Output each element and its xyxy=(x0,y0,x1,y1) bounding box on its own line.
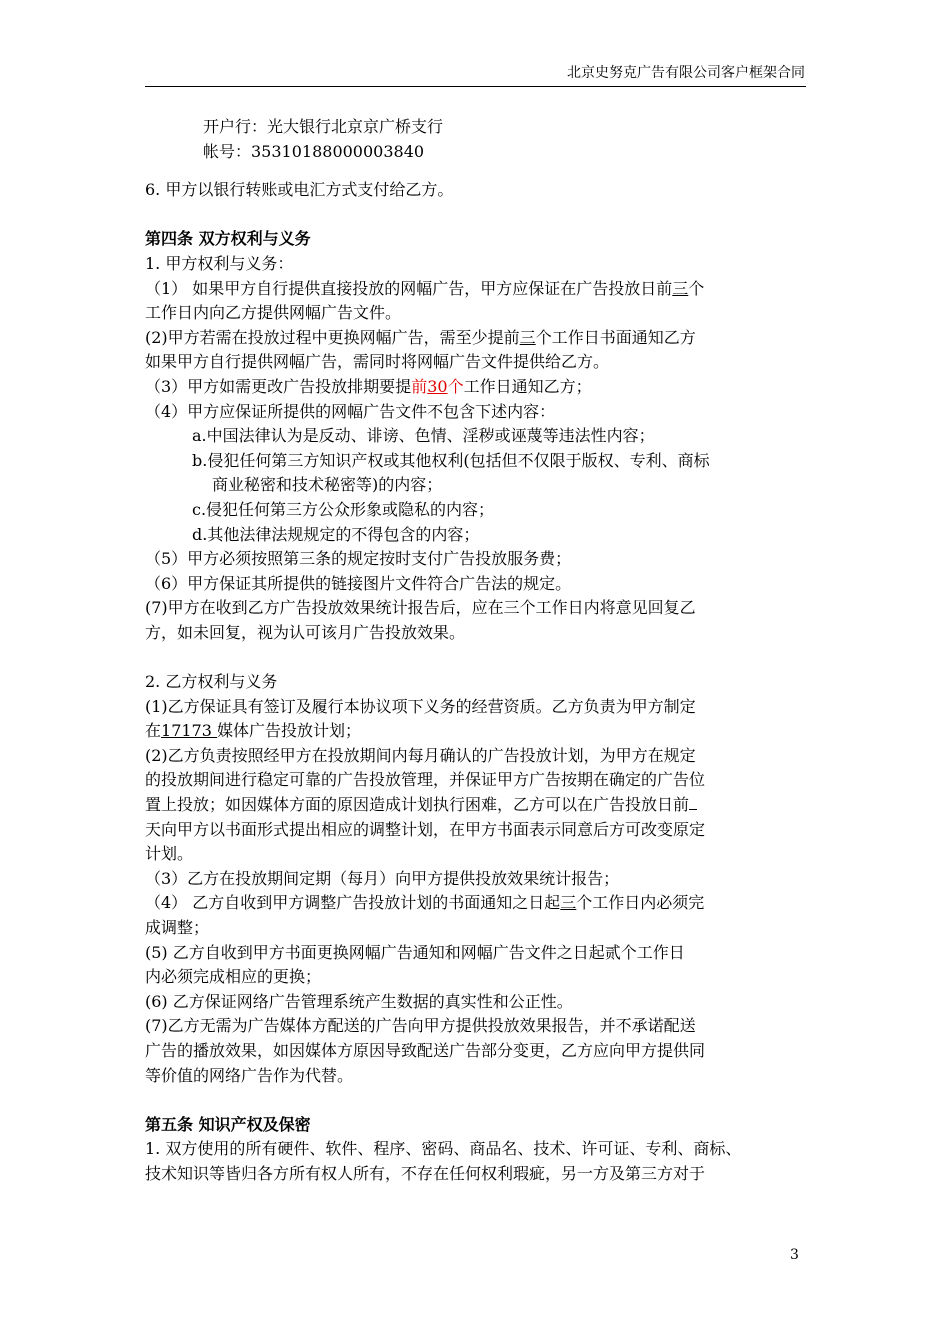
clause-a4-b: b.侵犯任何第三方知识产权或其他权利(包括但不仅限于版权、专利、商标 xyxy=(192,450,710,470)
clause-a7-line2: 方，如未回复，视为认可该月广告投放效果。 xyxy=(145,622,466,642)
clause-a3-red-days: 30 xyxy=(427,376,448,396)
clause-b4-tail: 个工作日内必须完 xyxy=(576,893,705,913)
bank-account: 帐号：35310188000003840 xyxy=(203,141,425,161)
party-b-heading: 2. 乙方权利与义务 xyxy=(145,672,278,692)
clause-a2-underlined: 三 xyxy=(519,327,536,347)
clause-a3-tail: 工作日通知乙方； xyxy=(463,376,592,396)
blank-underline xyxy=(689,795,697,810)
clause-a1-underlined: 三 xyxy=(672,278,689,298)
party-a-heading: 1. 甲方权利与义务： xyxy=(145,253,294,273)
clause-b5: (5) 乙方自收到甲方书面更换网幅广告通知和网幅广告文件之日起贰个工作日 xyxy=(145,942,685,962)
clause-a2-tail: 个工作日书面通知乙方 xyxy=(535,327,696,347)
clause-a3 xyxy=(145,375,810,400)
clause-b1-underlined: 17173 xyxy=(161,721,217,741)
article5-p1-line2: 技术知识等皆归各方所有权人所有，不存在任何权利瑕疵，另一方及第三方对于 xyxy=(145,1163,706,1183)
spacer xyxy=(145,203,810,228)
clause-b2-line5: 计划。 xyxy=(145,844,194,864)
clause-b7-line2: 广告的播放效果，如因媒体方原因导致配送广告部分变更，乙方应向甲方提供同 xyxy=(145,1040,706,1060)
article5-p1: 1. 双方使用的所有硬件、软件、程序、密码、商品名、技术、许可证、专利、商标、 xyxy=(145,1139,742,1159)
clause-a6: （6）甲方保证其所提供的链接图片文件符合广告法的规定。 xyxy=(145,573,572,593)
header-rule xyxy=(145,86,806,87)
clause-b1-line2 xyxy=(145,719,810,744)
clause-a5: （5）甲方必须按照第三条的规定按时支付广告投放服务费； xyxy=(145,549,572,569)
clause-b7: (7)乙方无需为广告媒体方配送的广告向甲方提供投放效果报告，并不承诺配送 xyxy=(145,1016,696,1036)
page-number: 3 xyxy=(790,1247,799,1263)
spacer xyxy=(145,645,810,670)
bank-branch: 开户行：光大银行北京京广桥支行 xyxy=(203,117,444,136)
clause-a4-a: a.中国法律认为是反动、诽谤、色情、淫秽或诬蔑等违法性内容； xyxy=(192,426,655,446)
clause-b4 xyxy=(145,891,810,916)
spacer xyxy=(145,1088,810,1113)
clause-b6: (6) 乙方保证网络广告管理系统产生数据的真实性和公正性。 xyxy=(145,991,573,1011)
clause-b2: (2)乙方负责按照经甲方在投放期间内每月确认的广告投放计划，为甲方在规定 xyxy=(145,745,696,765)
clause-a1-text: （1） 如果甲方自行提供直接投放的网幅广告，甲方应保证在广告投放日前 xyxy=(145,278,673,298)
clause-b5-line2: 内必须完成相应的更换； xyxy=(145,967,322,987)
clause-a4-d: d.其他法律法规规定的不得包含的内容； xyxy=(192,524,480,544)
clause-b2-line4: 天向甲方以书面形式提出相应的调整计划，在甲方书面表示同意后方可改变原定 xyxy=(145,819,706,839)
page-header: 北京史努克广告有限公司客户框架合同 xyxy=(567,65,805,81)
clause-b2-line3-text: 置上投放；如因媒体方面的原因造成计划执行困难，乙方可以在广告投放日前 xyxy=(145,795,690,815)
clause-a7: (7)甲方在收到乙方广告投放效果统计报告后，应在三个工作日内将意见回复乙 xyxy=(145,598,696,618)
document-body xyxy=(145,115,810,1187)
clause-b1-text: 在 xyxy=(145,721,162,741)
clause-b2-line2: 的投放期间进行稳定可靠的广告投放管理，并保证甲方广告按期在确定的广告位 xyxy=(145,770,706,790)
clause-b4-underlined: 三 xyxy=(560,893,577,913)
payment-item: 6. 甲方以银行转账或电汇方式支付给乙方。 xyxy=(145,180,454,200)
clause-a4: （4）甲方应保证所提供的网幅广告文件不包含下述内容： xyxy=(145,401,556,421)
clause-a1 xyxy=(145,277,810,302)
clause-a1-line2: 工作日内向乙方提供网幅广告文件。 xyxy=(145,303,402,323)
clause-a3-red-qian: 前 xyxy=(411,376,428,396)
clause-a4-c: c.侵犯任何第三方公众形象或隐私的内容； xyxy=(192,499,495,519)
clause-a1-tail: 个 xyxy=(688,278,705,298)
clause-a2 xyxy=(145,326,810,351)
article5-title: 第五条 知识产权及保密 xyxy=(145,1114,311,1134)
clause-a2-line2: 如果甲方自行提供网幅广告，需同时将网幅广告文件提供给乙方。 xyxy=(145,352,610,372)
clause-a3-text: （3）甲方如需更改广告投放排期要提 xyxy=(145,376,412,396)
clause-b1: (1)乙方保证具有签订及履行本协议项下义务的经营资质。乙方负责为甲方制定 xyxy=(145,696,696,716)
clause-b1-tail: 媒体广告投放计划； xyxy=(217,721,362,741)
spacer xyxy=(145,164,810,178)
clause-b2-line3 xyxy=(145,793,810,818)
clause-b3: （3）乙方在投放期间定期（每月）向甲方提供投放效果统计报告； xyxy=(145,868,620,888)
clause-a4-b-line2: 商业秘密和技术秘密等)的内容； xyxy=(212,475,443,495)
clause-b7-line3: 等价值的网络广告作为代替。 xyxy=(145,1065,354,1085)
clause-a2-text: (2)甲方若需在投放过程中更换网幅广告，需至少提前 xyxy=(145,327,520,347)
clause-a3-red-ge: 个 xyxy=(447,376,464,396)
article4-title: 第四条 双方权利与义务 xyxy=(145,229,311,249)
clause-b4-text: （4） 乙方自收到甲方调整广告投放计划的书面通知之日起 xyxy=(145,893,561,913)
clause-b4-line2: 成调整； xyxy=(145,918,210,937)
